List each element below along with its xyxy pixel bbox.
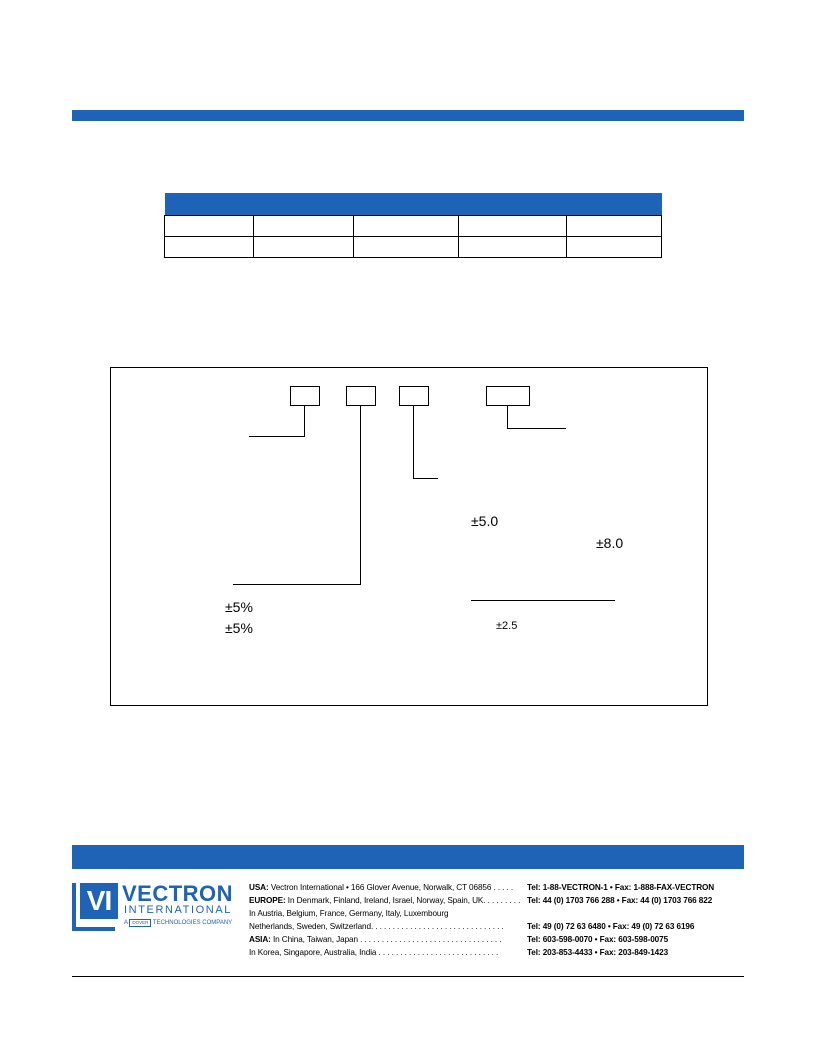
tolerance-value: ±5.0 — [471, 513, 499, 529]
contact-tel: Tel: 44 (0) 1703 766 288 • Fax: 44 (0) 1703 766 822 — [527, 896, 713, 905]
leader-line — [507, 428, 566, 429]
tolerance-value: ±2.5 — [496, 620, 518, 632]
contact-row-usa — [249, 881, 513, 894]
leader-line — [507, 405, 508, 429]
footer-bar — [72, 845, 744, 869]
leader-line — [233, 584, 361, 585]
contact-tel: Tel: 1-88-VECTRON-1 • Fax: 1-888-FAX-VECTRON — [527, 883, 715, 892]
contact-row-europe — [249, 894, 520, 907]
table-cell — [567, 237, 662, 258]
spec-table — [164, 193, 662, 258]
leader-line — [413, 478, 438, 479]
code-box-2 — [346, 386, 376, 406]
dover-badge: DOVER — [129, 919, 151, 927]
contact-row-europe-3 — [249, 920, 504, 933]
table-row — [165, 237, 662, 258]
leader-line — [249, 436, 305, 437]
logo-subtitle: INTERNATIONAL — [124, 904, 232, 916]
contact-tel: Tel: 49 (0) 72 63 6480 • Fax: 49 (0) 72 63 6196 — [527, 922, 695, 931]
divider-line — [471, 600, 615, 601]
region-text: Vectron International • 166 Glover Avenue, Norwalk, CT 06856 . . . . . — [270, 883, 514, 892]
table-cell — [165, 237, 254, 258]
region-label: EUROPE: — [249, 896, 286, 905]
region-text: In Korea, Singapore, Australia, India . . . . . . . . . . . . . . . . . . . . . . . . . . . . — [249, 948, 499, 957]
code-box-4 — [486, 386, 530, 406]
top-header-bar — [72, 110, 744, 121]
logo-tagline-post: TECHNOLOGIES COMPANY — [152, 920, 233, 926]
logo-tagline-pre: A — [124, 920, 128, 926]
contact-row-europe-2 — [249, 907, 448, 920]
vectron-logo — [72, 881, 242, 933]
region-label: USA: — [249, 883, 269, 892]
region-text: In China, Taiwan, Japan . . . . . . . . . . . . . . . . . . . . . . . . . . . . . . . . . — [272, 935, 502, 944]
contact-tel: Tel: 203-853-4433 • Fax: 203-849-1423 — [527, 948, 669, 957]
table-cell — [354, 216, 459, 237]
logo-tagline — [124, 919, 232, 927]
table-cell — [254, 237, 354, 258]
region-text: In Denmark, Finland, Ireland, Israel, Norway, Spain, UK. . . . . . . . . — [287, 896, 521, 905]
contact-block — [249, 881, 744, 961]
logo-name: VECTRON — [122, 881, 234, 906]
table-cell — [354, 237, 459, 258]
region-text: In Austria, Belgium, France, Germany, Italy, Luxembourg — [249, 909, 449, 918]
table-row — [165, 216, 662, 237]
leader-line — [304, 405, 305, 436]
table-cell — [254, 216, 354, 237]
contact-tel: Tel: 603-598-0070 • Fax: 603-598-0075 — [527, 935, 669, 944]
code-box-1 — [290, 386, 320, 406]
logo-mark: VI — [80, 883, 118, 919]
tolerance-value: ±8.0 — [596, 535, 624, 551]
table-cell — [567, 216, 662, 237]
leader-line — [360, 405, 361, 585]
leader-line — [413, 405, 414, 479]
table-cell — [165, 216, 254, 237]
table-cell — [459, 237, 567, 258]
bottom-rule — [72, 976, 744, 977]
spec-table-header — [165, 193, 662, 216]
region-label: ASIA: — [249, 935, 271, 944]
contact-row-asia — [249, 933, 501, 946]
tolerance-value: ±5% — [225, 620, 253, 636]
spec-table-header-cell — [165, 193, 662, 216]
tolerance-value: ±5% — [225, 599, 253, 615]
contact-row-asia-2 — [249, 946, 498, 959]
code-box-3 — [399, 386, 429, 406]
region-text: Netherlands, Sweden, Switzerland. . . . . . . . . . . . . . . . . . . . . . . . . . . . . . . — [249, 922, 504, 931]
table-cell — [459, 216, 567, 237]
